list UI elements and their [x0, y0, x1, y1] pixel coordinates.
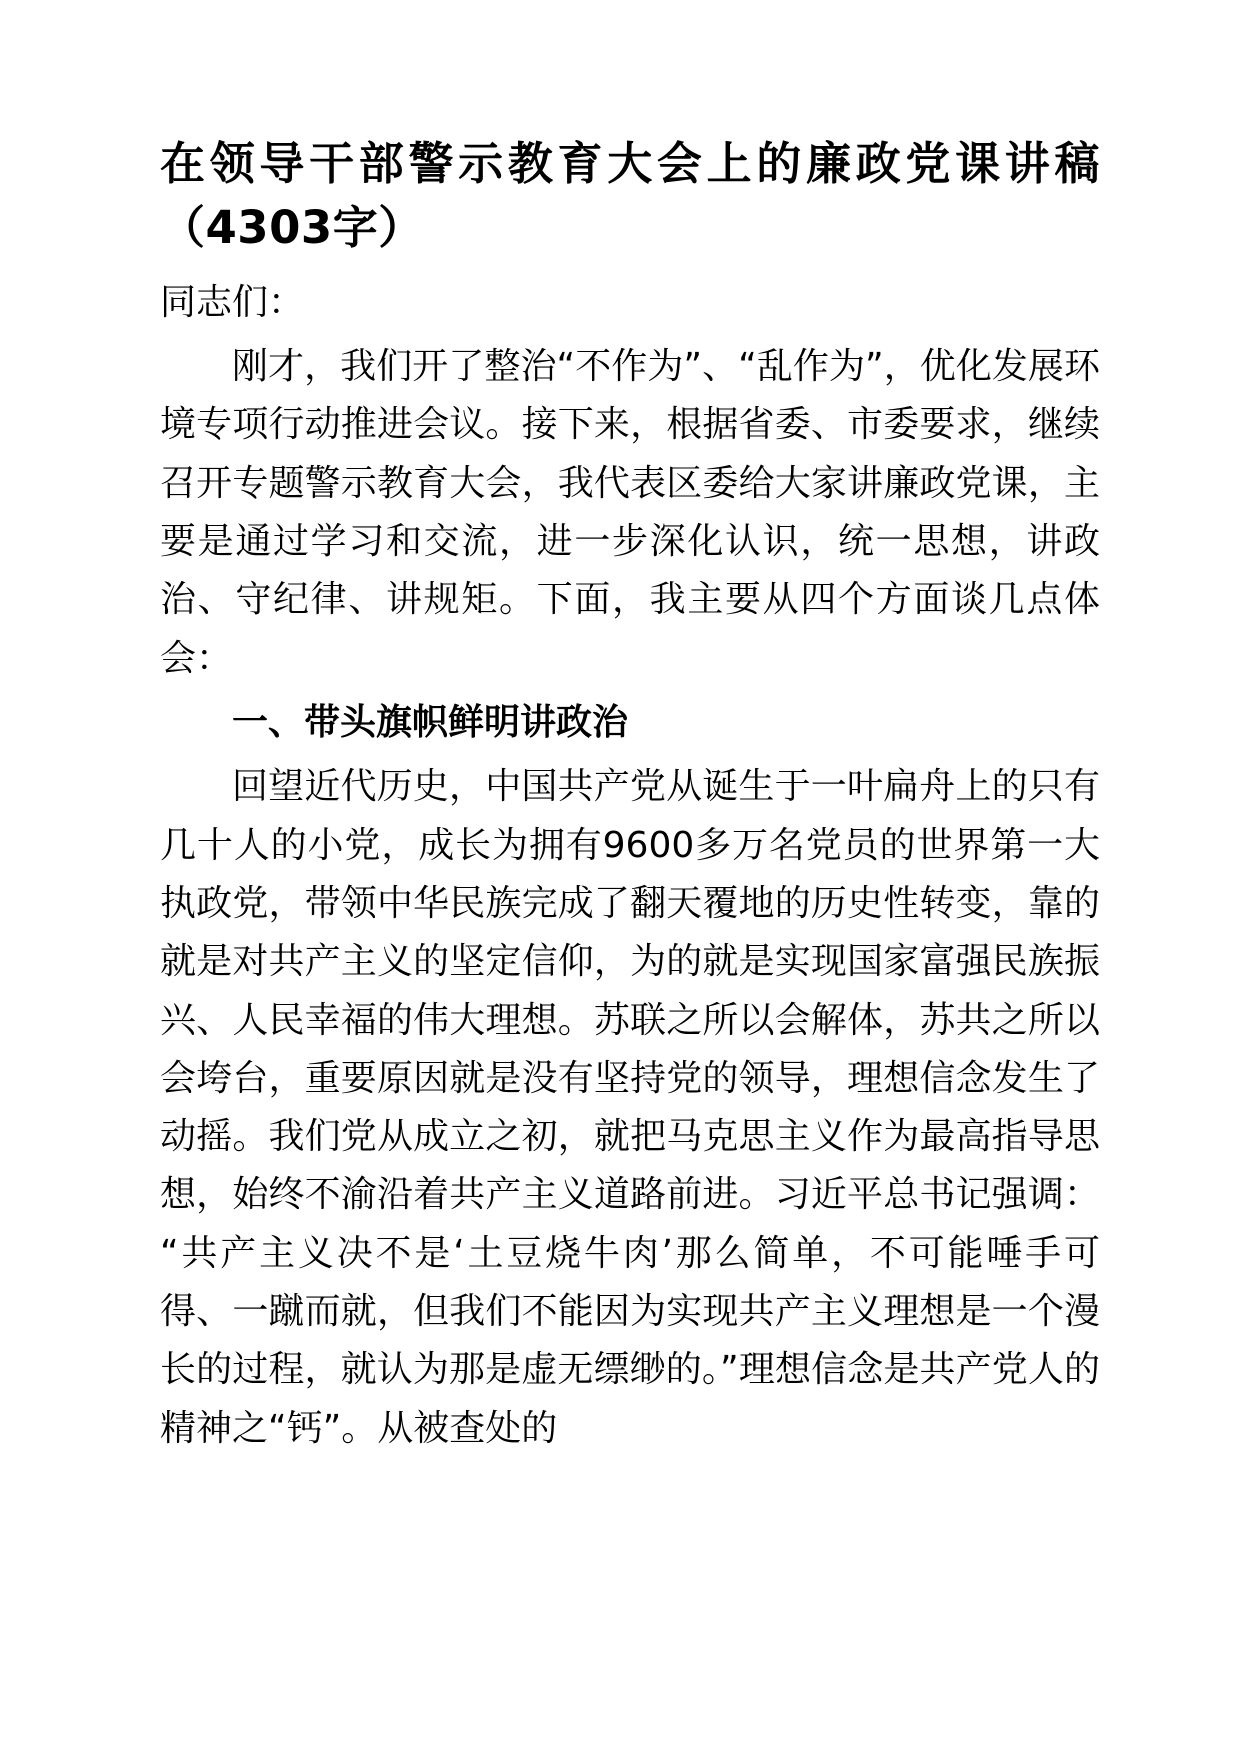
paragraph-section-1-body: 回望近代历史，中国共产党从诞生于一叶扁舟上的只有几十人的小党，成长为拥有9600多万名党员的世界第一大执政党，带领中华民族完成了翻天覆地的历史性转变，靠的就是对共产主义的坚定信仰，为的就是实现国家富强民族振兴、人民幸福的伟大理想。苏联之所以会解体，苏共之所以会垮台，重要原因就是没有坚持党的领导，理想信念发生了动摇。我们党从成立之初，就把马克思主义作为最高指导思想，始终不渝沿着共产主义道路前进。习近平总书记强调：“共产主义决不是‘土豆烧牛肉’那么简单，不可能唾手可得、一蹴而就，但我们不能因为实现共产主义理想是一个漫长的过程，就认为那是虚无缥缈的。”理想信念是共产党人的精神之“钙”。从被查处的 — [160, 766, 1100, 1449]
paragraph-intro: 刚才，我们开了整治“不作为”、“乱作为”，优化发展环境专项行动推进会议。接下来，根据省委、市委要求，继续召开专题警示教育大会，我代表区委给大家讲廉政党课，主要是通过学习和交流，进一步深化认识，统一思想，讲政治、守纪律、讲规矩。下面，我主要从四个方面谈几点体会： — [160, 346, 1100, 679]
section-heading-1: 一、带头旗帜鲜明讲政治 — [232, 701, 629, 743]
salutation: 同志们： — [160, 281, 305, 323]
page-title: 在领导干部警示教育大会上的廉政党课讲稿（4303字） — [160, 137, 1100, 254]
document-body — [160, 132, 1100, 1464]
